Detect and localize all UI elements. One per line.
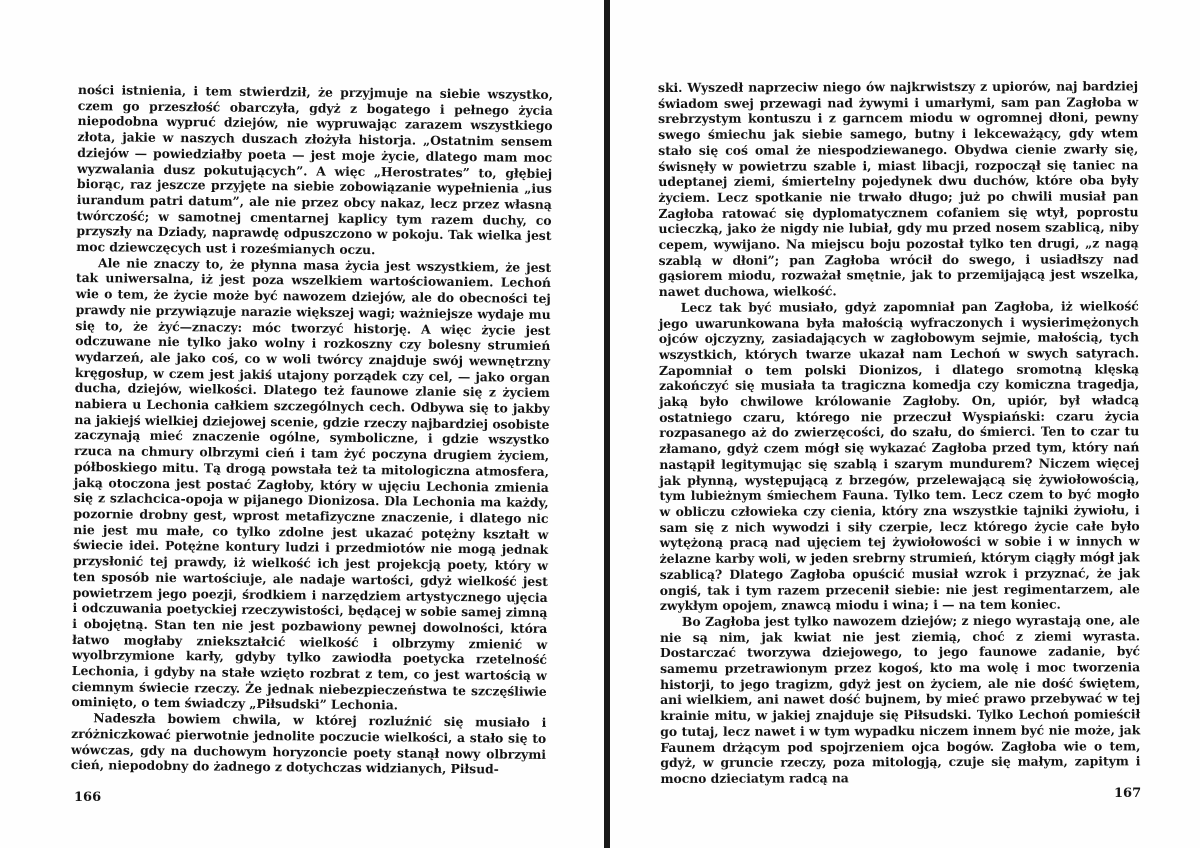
right-page xyxy=(610,0,1200,848)
right-page-body xyxy=(658,78,1140,786)
left-page-body xyxy=(71,82,553,778)
paragraph: ski. Wyszedł naprzeciw niego ów najkrwistszy z upiorów, naj bardziej świadom swej przewagi nad żywymi i umarłymi, sam pan Zagłoba w srebrzystym kontuszu i z garncem miodu w ogromnej dłoni, pewny swego śmiechu jak siebie samego, butny i lekceważący, gdy wtem stało się coś omal że niespodziewanego. Obydwa cienie zwarły się, świsnęły w powietrzu szable i, miast libacji, rozpoczął się taniec na udeptanej ziemi, śmiertelny pojedynek dwu duchów, które oba były życiem. Lecz spotkanie nie trwało długo; już po chwili musiał pan Zagłoba ratować się dyplomatycznem cofaniem się wtył, poprostu ucieczką, jako że nigdy nie lubiał, gdy mu przed nosem szablicą, niby cepem, wywijano. Na miejscu boju pozostał tylko ten drugi, „z nagą szablą w dłoni”; pan Zagłoba wrócił do swego, i usiadłszy nad gąsiorem miodu, rozważał smętnie, jak to przemijającą jest wszelka, nawet duchowa, wielkość. xyxy=(658,78,1139,300)
paragraph: Bo Zagłoba jest tylko nawozem dziejów; z niego wyrastają one, ale nie są nim, jak kwiat nie jest ziemią, choć z ziemi wyrasta. Dostarczać tworzywa dziejowego, to jego faunowe zadanie, być samemu przetrawionym przez kogoś, kto ma wolę i moc tworzenia historji, to jego tragizm, gdyż jest on życiem, ale nie dość świętem, ani wielkiem, ani nawet dość bujnem, by mieć prawo przebywać w tej krainie mitu, w jakiej znajduje się Piłsudski. Tylko Lechoń pomieścił go tutaj, lecz nawet i w tym wypadku niczem innem być nie może, jak Faunem drżącym pod spojrzeniem ojca bogów. Zagłoba wie o tem, gdyż, w gruncie rzeczy, poza mitologją, czuje się małym, zapitym i mocno dzieciatym radcą na xyxy=(659,612,1141,786)
paragraph: ności istnienia, i tem stwierdził, że przyjmuje na siebie wszystko, czem go przeszłość obarczyła, gdyż z bogatego i pełnego życia niepodobna wypruć dziejów, nie wypruwając zarazem wszystkiego złota, jakie w naszych duszach złożyła historja. „Ostatnim sensem dziejów — powiedziałby poeta — jest moje życie, dlatego mam moc wyzwalania dusz pokutujących”. A więc „Herostrates” to, głębiej biorąc, raz jeszcze przyjęte na siebie zobowiązanie wypełnienia „ius iurandum patri datum”, ale nie przez obcy nakaz, lecz przez własną twórczość; w samotnej cmentarnej kaplicy tym razem duchy, co przyszły na Dziady, naprawdę odpuszczono w pokoju. Tak wielka jest moc dziewczęcych ust i roześmianych oczu. xyxy=(76,82,553,258)
paragraph: Nadeszła bowiem chwila, w której rozluźnić się musiało i zróżniczkować pierwotnie jednolite poczucie wielkości, a stało się to wówczas, gdy na duchowym horyzoncie poety stanął nowy olbrzymi cień, niepodobny do żadnego z dotychczas widzianych, Piłsud- xyxy=(70,710,547,777)
page-number: 167 xyxy=(1114,786,1142,801)
paragraph: Ale nie znaczy to, że płynna masa życia jest wszystkiem, że jest tak uniwersalna, iż jest poza wszelkiem wartościowaniem. Lechoń wie o tem, że życie może być nawozem dziejów, ale do obecności tej prawdy nie przywiązuje narazie większej wagi; ważniejsze wydaje mu się to, że żyć—znaczy: móc tworzyć historję. A więc życie jest odczuwane nie tylko jako wolny i rozkoszny czy bolesny strumień wydarzeń, ale jako coś, co w woli twórcy znajduje swój wewnętrzny kręgosłup, w czem jest jakiś utajony porządek czy cel, — jako organ ducha, dziejów, wielkości. Dlatego też faunowe zlanie się z życiem nabiera u Lechonia całkiem szczególnych cech. Odbywa się to jakby na jakiejś wielkiej dziejowej scenie, gdzie rzeczy najbardziej osobiste zaczynają mieć znaczenie ogólne, symboliczne, i gdzie wszystko rzuca na chmury olbrzymi cień i tam żyć poczyna drugiem życiem, półboskiego mitu. Tą drogą powstała też ta mitologiczna atmosfera, jaką otoczona jest postać Zagłoby, który w ujęciu Lechonia zmienia się z szlachcica-opoja w pijanego Dionizosa. Dla Lechonia ma każdy, pozornie drobny gest, wprost metafizyczne znaczenie, i dlatego nic nie jest mu małe, co tylko zdolne jest ukazać potężny kształt w świecie idei. Potężne kontury ludzi i przedmiotów nie mogą jednak przysłonić tej prawdy, iż wielkość ich jest projekcją poety, który w ten sposób nie wartościuje, ale nadaje wartości, gdyż wielkość jest powietrzem jego poezji, środkiem i narzędziem artystycznego ujęcia i odczuwania poetyckiej rzeczywistości, będącej w sobie samej zimną i obojętną. Stan ten nie jest pozbawiony pewnej dowolności, która łatwo mogłaby zniekształcić wielkość i olbrzymy zmienić w wyolbrzymione karły, gdyby tylko zawiodła poetycka rzetelność Lechonia, i gdyby na stałe wzięto rozbrat z tem, co jest wartością w ciemnym świecie rzeczy. Że jednak niebezpieczeństwa te szczęśliwie ominięto, o tem świadczy „Piłsudski” Lechonia. xyxy=(71,254,552,713)
page-number: 166 xyxy=(74,790,102,805)
paragraph: Lecz tak być musiało, gdyż zapomniał pan Zagłoba, iż wielkość jego uwarunkowana była małością wyfraczonych i wysierimężonych ojców ojczyzny, zasiadających w zagłobowym sejmie, małością, tych wszystkich, których twarze ukazał nam Lechoń w swych satyrach. Zapomniał o tem polski Dionizos, i dlatego sromotną klęską zakończyć się musiała ta tragiczna komedja czy komiczna tragedja, jaką było chwilowe królowanie Zagłoby. On, upiór, był władcą ostatniego czaru, którego nie przeczuł Wyspiański: czaru życia rozpasanego aż do zwierzęcości, do szału, do śmierci. Ten to czar tu złamano, gdyż czem mógł się wykazać Zagłoba przed tym, który nań nastąpił legitymując się szablą i szarym mundurem? Niczem więcej jak płynną, występującą z brzegów, przelewającą się żywiołowością, tym lubieżnym śmiechem Fauna. Tylko tem. Lecz czem to być mogło w obliczu człowieka czy cienia, który zna wszystkie tajniki żywiołu, i sam się z nich wywodzi i siły czerpie, lecz którego życie całe było wytężoną pracą nad ujęciem tej żywiołowości w sobie i w innych w żelazne karby woli, w jeden srebrny strumień, którym ciągły mógł jak szablicą? Dlatego Zagłoba opuścić musiał wzrok i przyznać, że jak ongiś, tak i tym razem przecenił siebie: nie jest regimentarzem, ale zwykłym opojem, znawcą miodu i wina; i — na tem koniec. xyxy=(658,298,1140,614)
